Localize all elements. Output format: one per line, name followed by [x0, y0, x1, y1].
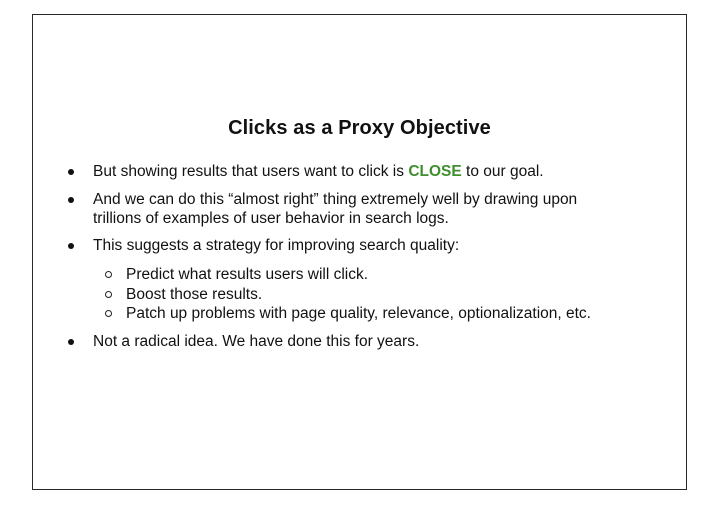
bullet-dot-icon: [68, 197, 74, 203]
bullet-1-text-before: But showing results that users want to click is: [93, 163, 409, 180]
bullet-item-2: [93, 190, 577, 228]
bullet-2-line-1: And we can do this “almost right” thing extremely well by drawing upon: [93, 191, 578, 208]
bullet-3-text: This suggests a strategy for improving search quality:: [93, 237, 460, 254]
subbullet-item-2: [126, 285, 262, 304]
slide-frame: [32, 14, 687, 490]
bullet-1-text-after: to our goal.: [461, 163, 544, 180]
hollow-circle-bullet-icon: [105, 271, 112, 278]
bullet-2-line-2: trillions of examples of user behavior in search logs.: [93, 210, 449, 227]
bullet-dot-icon: [68, 339, 74, 345]
subbullet-3-text: Patch up problems with page quality, relevance, optionalization, etc.: [126, 305, 591, 322]
subbullet-item-1: [126, 265, 368, 284]
bullet-item-3: [93, 236, 459, 255]
subbullet-1-text: Predict what results users will click.: [126, 266, 369, 283]
bullet-item-1: [93, 162, 544, 181]
bullet-item-4: [93, 332, 419, 351]
hollow-circle-bullet-icon: [105, 291, 112, 298]
bullet-list: [33, 15, 686, 489]
slide-title: Clicks as a Proxy Objective: [228, 117, 491, 139]
bullet-4-text: Not a radical idea. We have done this for years.: [93, 333, 420, 350]
subbullet-2-text: Boost those results.: [126, 286, 263, 303]
subbullet-item-3: [126, 304, 591, 323]
bullet-dot-icon: [68, 243, 74, 249]
hollow-circle-bullet-icon: [105, 310, 112, 317]
bullet-dot-icon: [68, 169, 74, 175]
bullet-1-highlight: CLOSE: [408, 163, 462, 180]
